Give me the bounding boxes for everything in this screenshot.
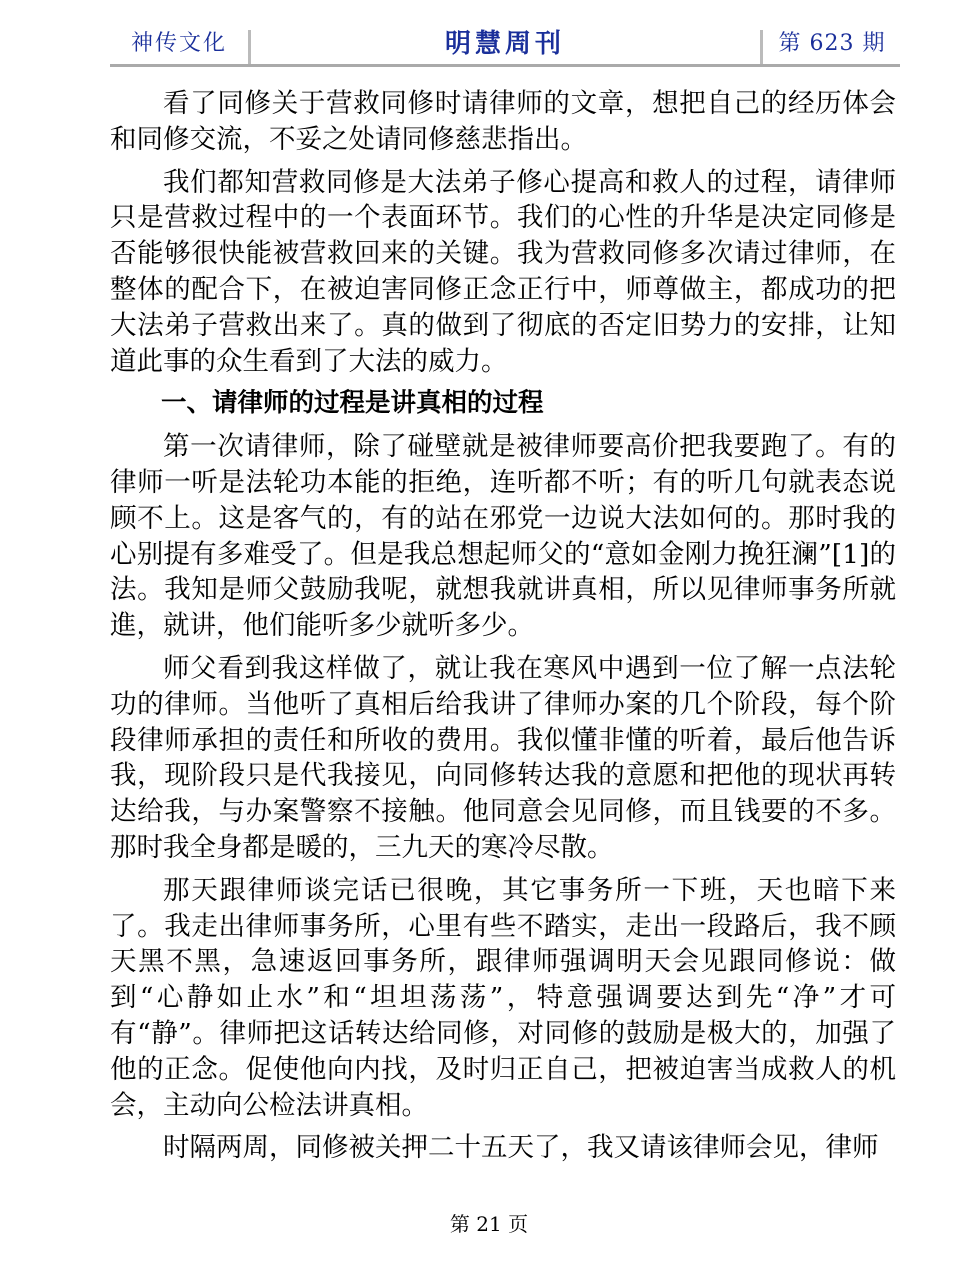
header-section-name: 神传文化 bbox=[130, 31, 227, 56]
paragraph-intro: 看了同修关于营救同修时请律师的文章，想把自己的经历体会和同修交流，不妥之处请同修慈悲指出。 bbox=[110, 88, 896, 155]
header-separator-right bbox=[760, 30, 763, 64]
paragraph: 我们都知营救同修是大法弟子修心提高和救人的过程，请律师只是营救过程中的一个表面环节。我们的心性的升华是决定同修是否能够很快能被营救回来的关键。我为营救同修多次请过律师，在整体的配合下，在被迫害同修正念正行中，师尊做主，都成功的把大法弟子营救出来了。真的做到了彻底的否定旧势力的安排，让知道此事的众生看到了大法的威力。 bbox=[110, 166, 896, 377]
page-header bbox=[110, 26, 900, 66]
article-body bbox=[110, 86, 896, 1173]
header-rule bbox=[110, 64, 900, 67]
paragraph: 那天跟律师谈完话已很晚，其它事务所一下班，天也暗下来了。我走出律师事务所，心里有些不踏实，走出一段路后，我不顾天黑不黑，急速返回事务所，跟律师强调明天会见跟同修说：做到“心静如止水”和“坦坦荡荡”，特意强调要达到先“净”才可有“静”。律师把这话转达给同修，对同修的鼓励是极大的，加强了他的正念。促使他向内找，及时归正自己，把被迫害当成救人的机会，主动向公检法讲真相。 bbox=[110, 874, 896, 1121]
page-number: 第 21 页 bbox=[449, 1212, 529, 1236]
paragraph-continued: 时隔两周，同修被关押二十五天了，我又请该律师会见，律师 bbox=[163, 1132, 879, 1164]
header-publication-title: 明慧周刊 bbox=[444, 29, 565, 59]
paragraph: 第一次请律师，除了碰壁就是被律师要高价把我要跑了。有的律师一听是法轮功本能的拒绝，连听都不听；有的听几句就表态说顾不上。这是客气的，有的站在邪党一边说大法如何的。那时我的心别提有多难受了。但是我总想起师父的“意如金刚力挽狂澜”[1]的法。我知是师父鼓励我呢，就想我就讲真相，所以见律师事务所就進，就讲，他们能听多少就听多少。 bbox=[110, 431, 896, 642]
header-issue-number: 第 623 期 bbox=[778, 31, 886, 56]
paragraph: 师父看到我这样做了，就让我在寒风中遇到一位了解一点法轮功的律师。当他听了真相后给我讲了律师办案的几个阶段，每个阶段律师承担的责任和所收的费用。我似懂非懂的听着，最后他告诉我，现阶段只是代我接见，向同修转达我的意愿和把他的现状再转达给我，与办案警察不接触。他同意会见同修，而且钱要的不多。那时我全身都是暖的，三九天的寒冷尽散。 bbox=[110, 652, 896, 863]
section-heading: 一、请律师的过程是讲真相的过程 bbox=[161, 388, 544, 419]
